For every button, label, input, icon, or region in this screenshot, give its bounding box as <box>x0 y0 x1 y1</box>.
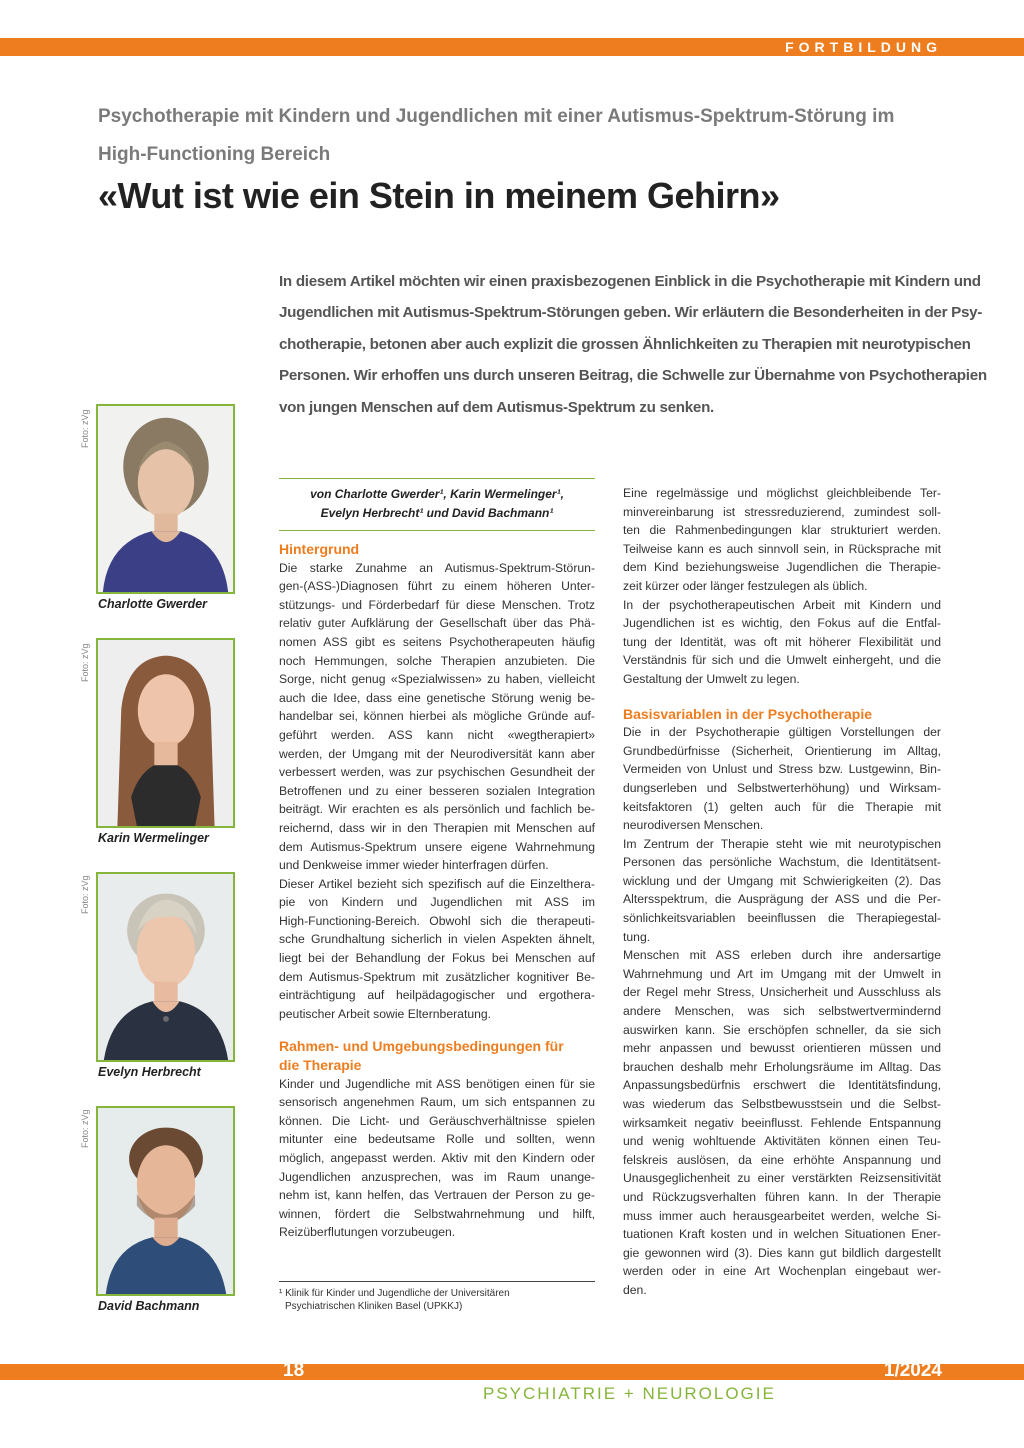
text-line: andere Menschen, was sich selbstwertvermindernd <box>623 1004 941 1019</box>
text-line: dungserleben und Selbstwerterhöhung) und Wirksam- <box>623 780 941 795</box>
paragraph <box>279 875 595 1024</box>
footnote-line: ¹ Klinik für Kinder und Jugendliche der Universitären <box>279 1288 510 1299</box>
text-line: den. <box>623 1282 647 1297</box>
section-label: FORTBILDUNG <box>785 39 942 55</box>
text-line: Menschen mit ASS erleben durch ihre andersartige <box>623 948 941 963</box>
text-line: Personen das persönliche Wachstum, die Identitätsent- <box>623 855 941 870</box>
text-line: auswirken kann. Sie erschöpfen schneller, da sie sich <box>623 1022 941 1037</box>
text-line: Verständnis für sich und die Umwelt einhergeht, und die <box>623 653 941 668</box>
text-line: mehr anpassen und bewusst orientieren müssen und <box>623 1041 941 1056</box>
photo-credit: Foto: zVg <box>80 875 90 914</box>
text-line: Jugendlichen ist es wichtig, den Fokus auf die Entfal- <box>623 616 941 631</box>
text-line: tung. <box>623 929 651 944</box>
text-line: können. Die Licht- und Geräuschverhältnisse spielen <box>279 1113 595 1128</box>
paragraph <box>623 835 941 947</box>
paragraph <box>623 596 941 689</box>
text-line: einträchtigung auf heilpädagogischer und ergothera- <box>279 988 595 1003</box>
photo-caption: Karin Wermelinger <box>98 831 209 845</box>
text-line: Vermeiden von Unlust und Stress bzw. Lustgewinn, Bin- <box>623 762 941 777</box>
text-line: sche Grundhaltung sicherlich in vielen Aspekten ähnelt, <box>279 932 595 947</box>
text-line: Jugendlichen anzusprechen, was im Raum unange- <box>279 1169 595 1184</box>
photo-credit: Foto: zVg <box>80 409 90 448</box>
paragraph <box>279 559 595 875</box>
text-line: Betroffenen und zu einer besseren sozialen Integration <box>279 783 595 798</box>
text-line: Reizüberflutungen vorzubeugen. <box>279 1225 456 1240</box>
text-line: relativ guter Aufklärung der Gesellschaft über das Phä- <box>279 616 595 631</box>
author-photo-gwerder <box>96 404 235 594</box>
body-column-right <box>623 484 941 1300</box>
text-line: wicklung und der Umgang mit Schwierigkeiten (2). Das <box>623 873 941 888</box>
section-heading <box>279 1037 595 1074</box>
text-line: Grundbedürfnisse (Sicherheit, Orientierung im Alltag, <box>623 743 941 758</box>
text-line: nomen ASS gibt es seitens Psychotherapeuten häufig <box>279 634 595 649</box>
photo-caption: Evelyn Herbrecht <box>98 1065 201 1079</box>
article-subtitle: Psychotherapie mit Kindern und Jugendlichen mit einer Autismus-Spektrum-Störung im High-Functioning Bereich <box>98 106 895 165</box>
text-line: dem Autismus-Spektrum mit zusätzlicher kognitiver Be- <box>279 969 595 984</box>
footnote-rule <box>279 1281 595 1282</box>
text-line: Eine regelmässige und möglichst gleichbleibende Ter- <box>623 486 941 500</box>
text-line: beiträgt. Wir erachten es als persönlich und fachlich be- <box>279 802 595 817</box>
text-line: winnen, fördert die Selbstwahrnehmung und hilft, <box>279 1206 595 1221</box>
text-line: und Rückzugsverhalten führen kann. In der Therapie <box>623 1189 941 1204</box>
photo-caption: David Bachmann <box>98 1299 200 1313</box>
text-line: gie gewonnen wird (3). Dies kann gut bildlich dargestellt <box>623 1245 941 1260</box>
footnote <box>279 1287 595 1313</box>
photo-credit: Foto: zVg <box>80 1109 90 1148</box>
lead-line: von jungen Menschen auf dem Autismus-Spektrum zu senken. <box>279 398 714 416</box>
text-line: felskreis auslösen, da eine erhöhte Anspannung und <box>623 1152 941 1167</box>
text-line: mitunter eine bedeutsame Rolle und sollten, wenn <box>279 1132 595 1147</box>
text-line: gen-(ASS-)Diagnosen führt zu einem höheren Unter- <box>279 579 595 594</box>
text-line: noch Hemmungen, solche Therapien anzubieten. Die <box>279 653 595 668</box>
text-line: muss immer auch herausgearbeitet werden, welche Si- <box>623 1208 941 1223</box>
text-line: High-Functioning-Bereich. Obwohl sich die therapeuti- <box>279 913 595 928</box>
text-line: und Denkweise immer wieder hinterfragen dürfen. <box>279 858 549 873</box>
heading-line: die Therapie <box>279 1057 362 1074</box>
text-line: peutischer Arbeit sowie Elternberatung. <box>279 1006 492 1021</box>
text-line: stützungs- und Förderbedarf für diese Menschen. Trotz <box>279 597 595 612</box>
text-line: dem Autismus-Spektrum unsere eigene Wahrnehmung <box>279 839 595 854</box>
text-line: zeit kürzer oder länger festzulegen als üblich. <box>623 578 868 593</box>
text-line: möglich, angepasst werden. Aktiv mit den Kindern oder <box>279 1151 595 1165</box>
text-line: Gestaltung der Umwelt zu legen. <box>623 671 800 686</box>
page-number: 18 <box>283 1360 305 1381</box>
author-byline <box>279 478 595 531</box>
text-line: auch die Idee, dass eine genetische Störung wenig be- <box>279 690 595 705</box>
lead-line: Jugendlichen mit Autismus-Spektrum-Störungen geben. Wir erläutern die Besonderheiten in der Psy- <box>279 304 982 322</box>
text-line: pie von Kindern und Jugendlichen mit ASS im <box>279 895 595 910</box>
bottom-banner <box>0 1364 1024 1380</box>
text-line: Altersspektrum, die Ausprägung der ASS und die Per- <box>623 892 941 907</box>
text-line: tung der Identität, was oft mit höherer Flexibilität und <box>623 634 941 649</box>
author-photo-wermelinger <box>96 638 235 828</box>
section-heading: Basisvariablen in der Psychotherapie <box>623 705 872 722</box>
text-line: was wiederum das Selbstbewusstsein und die Selbst- <box>623 1097 941 1111</box>
top-banner <box>0 38 1024 56</box>
lead-line: In diesem Artikel möchten wir einen praxisbezogenen Einblick in die Psychotherapie mit Kindern und <box>279 273 981 290</box>
text-line: Anpassungsbedürfnis erschwert die Identitätsfindung, <box>623 1078 941 1093</box>
text-line: der Regel mehr Stress, Unsicherheit und Ausschluss als <box>623 985 941 1000</box>
article-title: «Wut ist wie ein Stein in meinem Gehirn» <box>98 175 780 216</box>
text-line: neurodiversen Menschen. <box>623 818 764 833</box>
text-line: Teilweise kann es auch sinnvoll sein, in Rücksprache mit <box>623 541 941 556</box>
lead-line: chotherapie, betonen aber auch explizit die grossen Ähnlichkeiten zu Therapien mit neurotypischen <box>279 335 971 353</box>
text-line: dem Kind beziehungsweise Jugendlichen die Therapie- <box>623 560 941 575</box>
text-line: Im Zentrum der Therapie steht wie mit neurotypischen <box>623 836 941 851</box>
paragraph <box>623 946 941 1299</box>
heading-line: Rahmen- und Umgebungsbedingungen für <box>279 1038 564 1055</box>
text-line: werden, der Umgang mit der Neurodiversität kann aber <box>279 746 595 761</box>
paragraph <box>623 484 941 596</box>
text-line: Die in der Psychotherapie gültigen Vorstellungen der <box>623 725 941 740</box>
text-line: nehm ist, kann helfen, das Vertrauen der Person zu ge- <box>279 1188 595 1203</box>
text-line: ten die Rahmenbedingungen klar strukturiert werden. <box>623 523 941 538</box>
text-line: Die starke Zunahme an Autismus-Spektrum-Störun- <box>279 560 595 575</box>
text-line: handelbar sei, können hierbei als mögliche Gründe auf- <box>279 709 595 724</box>
text-line: minvereinbarung ist stressreduzierend, zumindest soll- <box>623 504 941 519</box>
text-line: wirksamkeit negativ beeinflusst. Fehlende Entspannung <box>623 1115 941 1130</box>
text-line: reichernd, dass wir in den Therapien mit Menschen auf <box>279 820 595 835</box>
body-column-middle <box>279 540 595 1242</box>
text-line: geführt werden. ASS kann nicht «wegtherapiert» <box>279 727 595 742</box>
text-line: Unausgeglichenheit zu einer verstärkten Reizsensitivität <box>623 1171 941 1186</box>
journal-name: PSYCHIATRIE + NEUROLOGIE <box>483 1384 776 1403</box>
text-line: werden oder in eine Art Wochenplan eingebaut wer- <box>623 1264 941 1279</box>
paragraph <box>279 1075 595 1242</box>
text-line: Dieser Artikel bezieht sich spezifisch auf die Einzelthera- <box>279 876 595 891</box>
photo-credit: Foto: zVg <box>80 643 90 682</box>
author-photo-bachmann <box>96 1106 235 1296</box>
byline-line: von Charlotte Gwerder¹, Karin Wermelinger¹, <box>310 487 564 501</box>
author-photo-herbrecht <box>96 872 235 1062</box>
byline-line: Evelyn Herbrecht¹ und David Bachmann¹ <box>320 506 554 520</box>
text-line: und wenig wohltuende Aktivitäten können einen Teu- <box>623 1134 941 1149</box>
text-line: In der psychotherapeutischen Arbeit mit Kindern und <box>623 597 941 612</box>
lead-paragraph <box>279 266 987 423</box>
paragraph <box>623 723 941 835</box>
text-line: verbessert werden, was zur psychischen Gesundheit der <box>279 765 595 780</box>
text-line: Wahrnehmung und Art im Umgang mit der Umwelt in <box>623 966 941 981</box>
text-line: tuationen Kraft kosten und in welchen Situationen Ener- <box>623 1227 941 1242</box>
issue-number: 1/2024 <box>883 1360 942 1381</box>
text-line: keitsfaktoren (1) gelten auch für die Therapie mit <box>623 799 941 814</box>
text-line: sensorisch angenehmen Raum, um sich entspannen zu <box>279 1095 595 1110</box>
footnote-line: Psychiatrischen Kliniken Basel (UPKKJ) <box>285 1301 463 1312</box>
text-line: Sorge, nicht genug «Spezialwissen» zu haben, vielleicht <box>279 672 595 687</box>
text-line: liegt bei der Behandlung der Fokus bei Menschen auf <box>279 951 595 966</box>
lead-line: Personen. Wir erhoffen uns durch unseren Beitrag, die Schwelle zur Übernahme von Psychotherapien <box>279 367 987 385</box>
photo-caption: Charlotte Gwerder <box>98 597 208 611</box>
text-line: Kinder und Jugendliche mit ASS benötigen einen für sie <box>279 1076 595 1091</box>
text-line: sönlichkeitsvariablen beeinflussen die Therapiegestal- <box>623 911 941 926</box>
section-heading: Hintergrund <box>279 541 360 557</box>
text-line: brauchen deshalb mehr Erholungsräume im Alltag. Das <box>623 1059 941 1074</box>
